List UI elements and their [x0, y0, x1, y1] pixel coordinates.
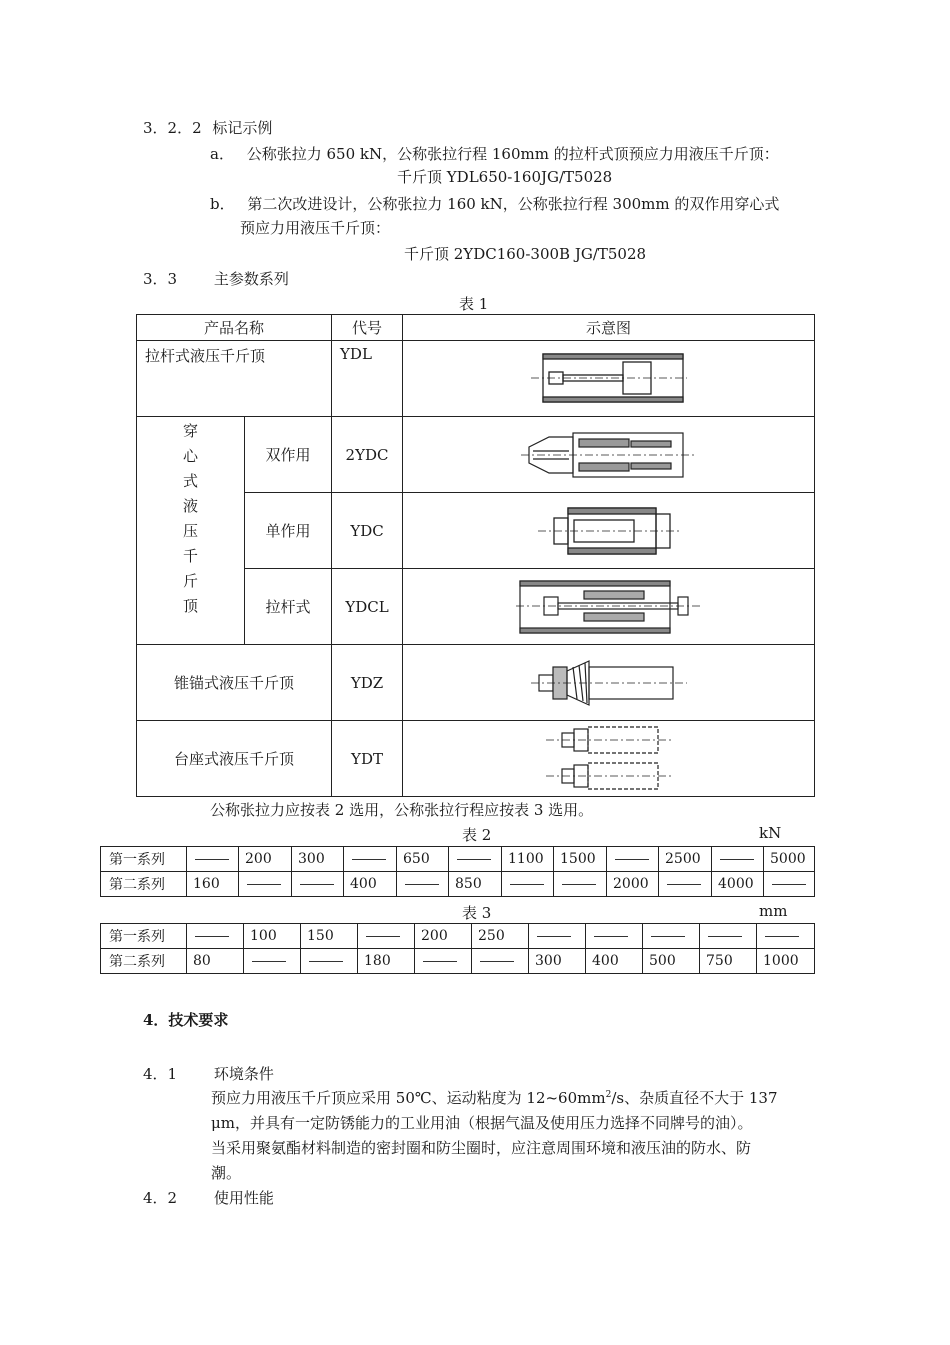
section-number: 4．1	[143, 1065, 178, 1083]
section-title: 使用性能	[213, 1189, 274, 1207]
group-char: 顶	[182, 597, 198, 615]
series-value: 2000	[607, 872, 659, 897]
table-row	[137, 417, 815, 493]
table-row	[101, 872, 815, 897]
section-number: 3．2．2	[143, 119, 202, 137]
empty-dash	[423, 961, 457, 962]
2ydc-diagram-icon	[519, 425, 699, 485]
section-4-1-heading	[143, 1063, 274, 1084]
example-b-text: 第二次改进设计，公称张拉力 160 kN，公称张拉行程 300mm 的双作用穿心式	[247, 195, 780, 213]
empty-dash	[252, 961, 286, 962]
ydt-diagram-icon	[544, 725, 674, 793]
example-a	[210, 143, 779, 164]
diagram-cell	[403, 569, 815, 645]
empty-dash	[366, 936, 400, 937]
product-name: 拉杆式液压千斤顶	[137, 341, 332, 417]
table-header-row	[137, 315, 815, 341]
empty-dash	[457, 859, 491, 860]
series-value	[358, 924, 415, 949]
product-code: YDZ	[332, 645, 403, 721]
example-b-text-cont: 预应力用液压千斤顶：	[240, 219, 391, 237]
empty-dash	[309, 961, 343, 962]
empty-dash	[562, 884, 596, 885]
section-number: 3．3	[143, 270, 178, 288]
series-value	[659, 872, 712, 897]
series-value: 1000	[757, 949, 815, 974]
empty-dash	[594, 936, 628, 937]
section-title: 标记示例	[212, 119, 273, 137]
header-code: 代号	[332, 315, 403, 341]
table3-caption: 表 3	[462, 904, 492, 922]
empty-dash	[667, 884, 701, 885]
series-value: 300	[292, 847, 344, 872]
series-value	[700, 924, 757, 949]
series-value	[344, 847, 397, 872]
series-value: 80	[187, 949, 244, 974]
table-row	[101, 924, 815, 949]
section-title: 环境条件	[213, 1065, 274, 1083]
series-value	[415, 949, 472, 974]
series-value: 300	[529, 949, 586, 974]
series-value	[292, 872, 344, 897]
group-char: 心	[182, 447, 198, 465]
empty-dash	[300, 884, 334, 885]
series-value	[607, 847, 659, 872]
stroke-series-table	[100, 923, 815, 974]
series-value	[643, 924, 700, 949]
series-value: 250	[472, 924, 529, 949]
example-b-label: b．	[210, 195, 235, 213]
section-4-heading: 4．技术要求	[143, 1011, 229, 1029]
table-row	[137, 645, 815, 721]
series-value: 1500	[554, 847, 607, 872]
empty-dash	[352, 859, 386, 860]
empty-dash	[708, 936, 742, 937]
ydcl-diagram-icon	[514, 577, 704, 637]
empty-dash	[247, 884, 281, 885]
table-row	[101, 949, 815, 974]
series-value: 750	[700, 949, 757, 974]
diagram-cell	[403, 341, 815, 417]
empty-dash	[195, 936, 229, 937]
table-row	[137, 721, 815, 797]
product-code: YDCL	[332, 569, 403, 645]
series-value: 650	[397, 847, 449, 872]
ydl-diagram-icon	[529, 350, 689, 408]
header-product-name: 产品名称	[137, 315, 332, 341]
table2-caption: 表 2	[462, 826, 492, 844]
series-value	[554, 872, 607, 897]
group-char: 压	[182, 522, 198, 540]
series-value: 100	[244, 924, 301, 949]
series-value	[586, 924, 643, 949]
empty-dash	[195, 859, 229, 860]
series-value	[301, 949, 358, 974]
superscript: 2	[605, 1090, 612, 1100]
text-segment: /s、杂质直径不大于 137	[611, 1089, 778, 1107]
series-label: 第一系列	[101, 847, 187, 872]
series-value: 200	[239, 847, 292, 872]
series-value: 400	[344, 872, 397, 897]
group-label	[137, 417, 244, 619]
series-value	[757, 924, 815, 949]
section-3-2-2-heading	[143, 117, 272, 138]
table-row	[137, 341, 815, 417]
series-value	[502, 872, 554, 897]
header-diagram: 示意图	[403, 315, 815, 341]
diagram-cell	[403, 417, 815, 493]
series-value	[529, 924, 586, 949]
series-value: 4000	[712, 872, 764, 897]
series-value: 160	[187, 872, 239, 897]
series-value	[712, 847, 764, 872]
series-value	[244, 949, 301, 974]
empty-dash	[765, 936, 799, 937]
example-a-label: a．	[210, 145, 234, 163]
series-value: 200	[415, 924, 472, 949]
env-paragraph-line-4: 潮。	[211, 1164, 242, 1182]
section-3-3-heading	[143, 268, 289, 289]
diagram-cell	[403, 493, 815, 569]
series-value	[187, 924, 244, 949]
product-code: YDT	[332, 721, 403, 797]
series-value	[764, 872, 815, 897]
group-char: 斤	[182, 572, 198, 590]
series-label: 第二系列	[101, 949, 187, 974]
series-value: 2500	[659, 847, 712, 872]
example-a-text: 公称张拉力 650 kN，公称张拉行程 160mm 的拉杆式顶预应力用液压千斤顶：	[246, 145, 779, 163]
series-value	[449, 847, 502, 872]
table3-unit: mm	[759, 902, 788, 920]
product-name: 拉杆式	[245, 569, 332, 645]
example-b	[210, 193, 779, 214]
empty-dash	[405, 884, 439, 885]
series-label: 第二系列	[101, 872, 187, 897]
env-paragraph-line-3: 当采用聚氨酯材料制造的密封圈和防尘圈时，应注意周围环境和液压油的防水、防	[211, 1139, 752, 1157]
group-char: 穿	[182, 422, 198, 440]
product-table	[136, 314, 815, 797]
empty-dash	[615, 859, 649, 860]
product-code: YDC	[332, 493, 403, 569]
series-value: 180	[358, 949, 415, 974]
env-paragraph-line-2: μm，并具有一定防锈能力的工业用油（根据气温及使用压力选择不同牌号的油）。	[211, 1114, 753, 1132]
example-a-marking: 千斤顶 YDL650-160JG/T5028	[397, 168, 613, 186]
series-value	[239, 872, 292, 897]
text-segment: 预应力用液压千斤顶应采用 50℃、运动粘度为 12~60mm	[211, 1089, 606, 1107]
empty-dash	[720, 859, 754, 860]
example-b-marking: 千斤顶 2YDC160-300B JG/T5028	[404, 245, 647, 263]
through-type-group	[137, 417, 245, 645]
diagram-cell	[403, 721, 815, 797]
empty-dash	[510, 884, 544, 885]
section-4-2-heading	[143, 1187, 274, 1208]
section-number: 4．2	[143, 1189, 178, 1207]
empty-dash	[772, 884, 806, 885]
ydz-diagram-icon	[529, 653, 689, 713]
diagram-cell	[403, 645, 815, 721]
table-selection-note: 公称张拉力应按表 2 选用，公称张拉行程应按表 3 选用。	[210, 801, 594, 819]
product-code: YDL	[332, 341, 403, 417]
env-paragraph-line-1	[211, 1087, 778, 1108]
series-value	[472, 949, 529, 974]
series-value: 500	[643, 949, 700, 974]
table2-unit: kN	[759, 824, 782, 842]
product-name: 双作用	[245, 417, 332, 493]
table-row	[101, 847, 815, 872]
group-char: 式	[182, 472, 198, 490]
empty-dash	[651, 936, 685, 937]
product-name: 单作用	[245, 493, 332, 569]
product-code: 2YDC	[332, 417, 403, 493]
group-char: 千	[182, 547, 198, 565]
series-value: 850	[449, 872, 502, 897]
group-char: 液	[182, 497, 198, 515]
product-name: 台座式液压千斤顶	[137, 721, 332, 797]
ydc-diagram-icon	[534, 502, 684, 560]
series-label: 第一系列	[101, 924, 187, 949]
series-value: 400	[586, 949, 643, 974]
empty-dash	[537, 936, 571, 937]
series-value: 150	[301, 924, 358, 949]
table1-caption: 表 1	[459, 295, 489, 313]
force-series-table	[100, 846, 815, 897]
series-value: 1100	[502, 847, 554, 872]
product-name: 锥锚式液压千斤顶	[137, 645, 332, 721]
section-title: 主参数系列	[213, 270, 289, 288]
series-value: 5000	[764, 847, 815, 872]
empty-dash	[480, 961, 514, 962]
series-value	[187, 847, 239, 872]
series-value	[397, 872, 449, 897]
